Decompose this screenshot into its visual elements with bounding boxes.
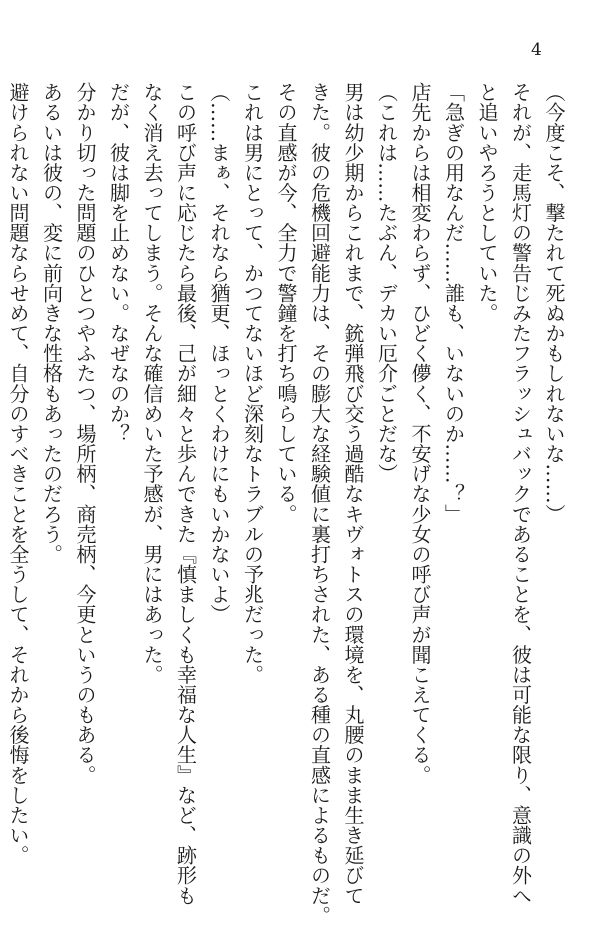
- text-line: （これは……たぶん、デカい厄介ごとだな）: [374, 82, 399, 484]
- text-line: 男は幼少期からこれまで、銃弾飛び交う過酷なキヴォトスの環境を、丸腰のまま生き延びて: [341, 82, 365, 906]
- text-line: それが、走馬灯の警告じみたフラッシュバックであることを、彼は可能な限り、意識の外へ: [508, 82, 533, 906]
- body-text: [1, 82, 571, 925]
- text-line: その直感が今、全力で警鐘を打ち鳴らしている。: [274, 82, 298, 524]
- text-line: 避けられない問題ならせめて、自分のすべきことを全うして、それから後悔をしたい。: [6, 82, 30, 866]
- text-line: 店先からは相変わらず、ひどく儚く、不安げな少女の呼び声が聞こえてくる。: [408, 82, 432, 785]
- text-line: なく消え去ってしまう。そんな確信めいた予感が、男にはあった。: [140, 82, 164, 685]
- text-line: だが、彼は脚を止めない。なぜなのか？: [106, 82, 131, 444]
- text-line: これは男にとって、かつてないほど深刻なトラブルの予兆だった。: [240, 82, 265, 685]
- text-line: 「急ぎの用なんだ……誰も、いないのか……？」: [441, 82, 466, 524]
- text-line: 分かり切った問題のひとつやふたつ、場所柄、商売柄、今更というのもある。: [73, 82, 97, 785]
- text-line: あるいは彼の、変に前向きな性格もあったのだろう。: [39, 82, 64, 564]
- text-line: と追いやろうとしていた。: [475, 82, 499, 323]
- text-line: この呼び声に応じたら最後、己が細々と歩んできた『慎ましくも幸福な人生』など、跡形も: [173, 82, 198, 906]
- text-line: （……まぁ、それなら猶更、ほっとくわけにもいかないよ）: [207, 82, 231, 625]
- page-number: 4: [531, 40, 542, 60]
- text-line: （今度こそ、撃たれて死ぬかもしれないな……）: [542, 82, 566, 524]
- text-line: きた。彼の危機回避能力は、その膨大な経験値に裏打ちされた、ある種の直感によるものだ。: [307, 82, 332, 925]
